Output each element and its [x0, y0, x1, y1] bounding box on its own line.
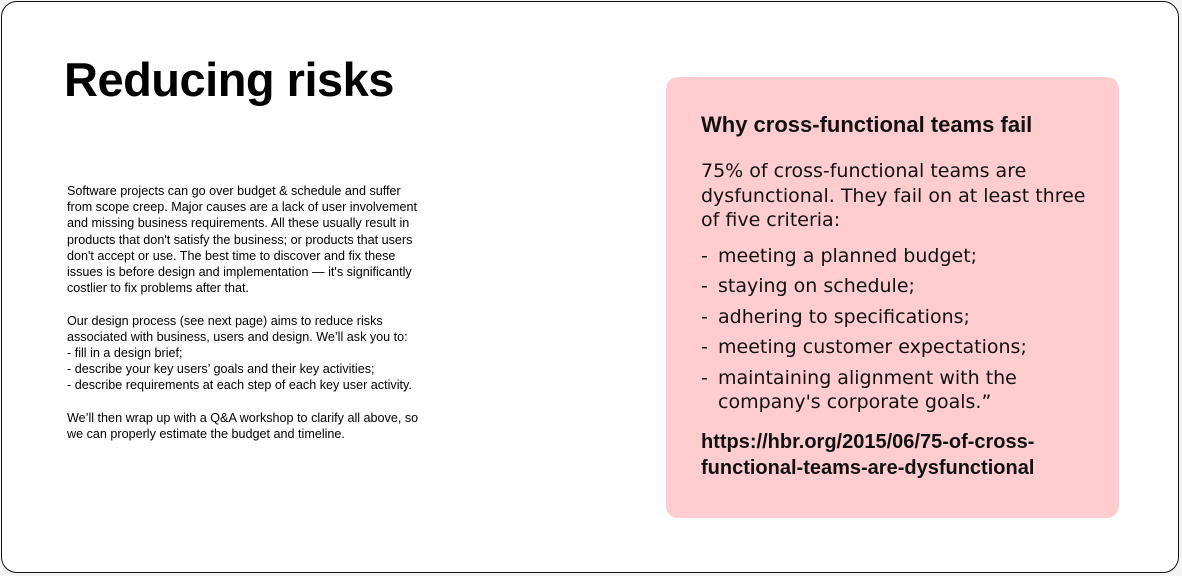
- body-text: [67, 183, 487, 442]
- card-intro: 75% of cross-functional teams are dysfunctional. They fail on at least three of five criteria:: [701, 160, 1086, 231]
- paragraph-1: [67, 183, 487, 296]
- paragraph-3: [67, 410, 487, 442]
- body-line: from scope creep. Major causes are a lack of user involvement: [67, 200, 417, 215]
- source-link[interactable]: https://hbr.org/2015/06/75-of-cross-functional-teams-are-dysfunctional: [701, 430, 1035, 479]
- body-line: associated with business, users and design. We’ll ask you to:: [67, 329, 408, 344]
- body-line: and missing business requirements. All these usually result in: [67, 216, 410, 231]
- list-dash: -: [701, 305, 708, 328]
- paragraph-gap: [67, 296, 487, 312]
- list-dash: -: [701, 366, 708, 389]
- body-line: don't accept or use. The best time to discover and fix these: [67, 248, 396, 263]
- criteria-text: meeting a planned budget;: [718, 244, 978, 267]
- body-line: products that don't satisfy the business; or products that users: [67, 232, 413, 247]
- criteria-item: [701, 335, 1099, 360]
- criteria-item: [701, 366, 1099, 415]
- list-dash: -: [701, 244, 708, 267]
- quote-card: [666, 77, 1119, 518]
- criteria-list: [701, 244, 1099, 415]
- criteria-item: [701, 274, 1099, 299]
- page-title: Reducing risks: [64, 53, 394, 106]
- body-line: costlier to fix problems after that.: [67, 281, 249, 296]
- criteria-text: staying on schedule;: [718, 275, 915, 297]
- body-line: - describe requirements at each step of each key user activity.: [67, 378, 412, 393]
- body-line: - fill in a design brief;: [67, 346, 183, 361]
- paragraph-2: [67, 313, 487, 394]
- paragraph-gap: [67, 394, 487, 410]
- slide-frame: [1, 1, 1179, 573]
- criteria-text: meeting customer expectations;: [718, 336, 1027, 358]
- criteria-item: [701, 244, 1099, 269]
- body-line: We’ll then wrap up with a Q&A workshop to clarify all above, so: [67, 410, 419, 425]
- body-line: issues is before design and implementation — it's significantly: [67, 265, 412, 280]
- list-dash: -: [701, 275, 708, 297]
- criteria-item: [701, 305, 1099, 330]
- list-dash: -: [701, 336, 708, 358]
- body-line: Software projects can go over budget & schedule and suffer: [67, 184, 401, 198]
- body-line: we can properly estimate the budget and timeline.: [67, 427, 345, 442]
- criteria-text: adhering to specifications;: [718, 305, 970, 328]
- body-line: Our design process (see next page) aims to reduce risks: [67, 313, 383, 328]
- body-line: - describe your key users’ goals and their key activities;: [67, 362, 375, 377]
- criteria-text: maintaining alignment with the company's corporate goals.”: [718, 366, 1017, 413]
- card-title: Why cross-functional teams fail: [701, 112, 1033, 137]
